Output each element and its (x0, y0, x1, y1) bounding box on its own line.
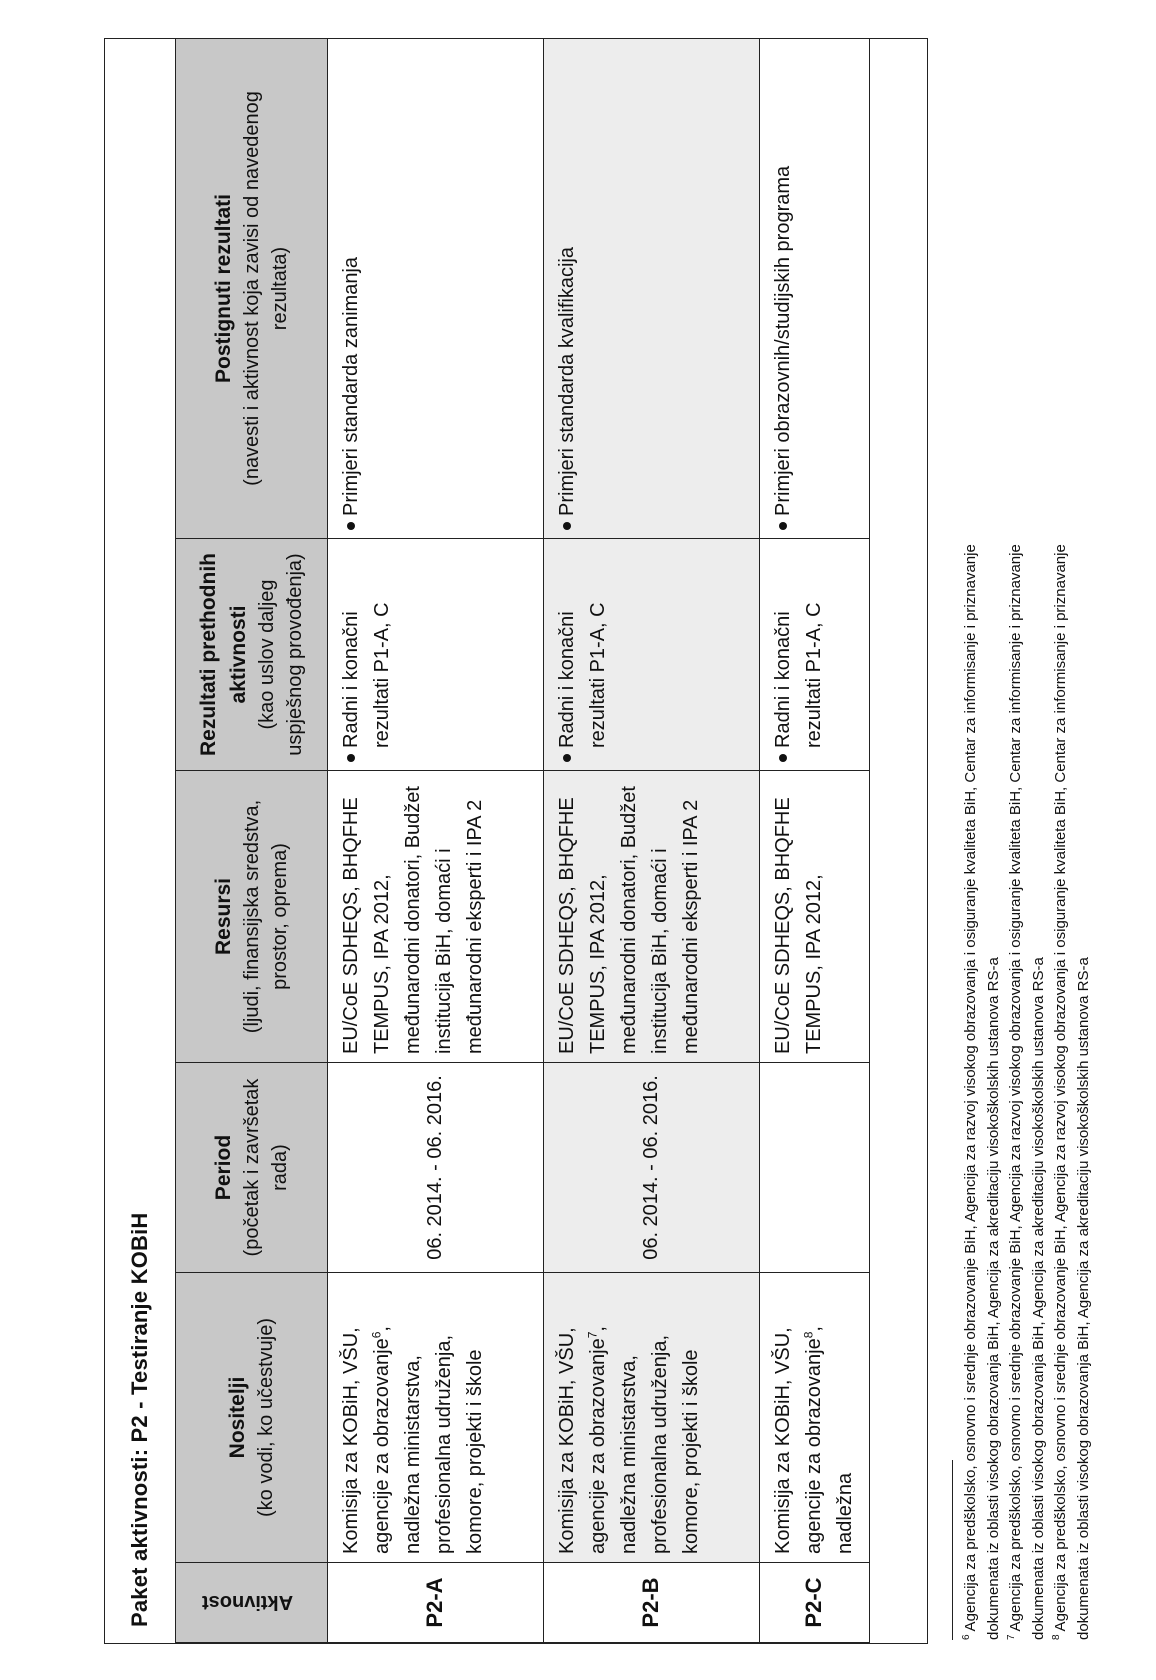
footnote-number: 6 (961, 1634, 972, 1640)
nositelji-text: Komisija za KOBiH, VŠU, agencije za obrazovanje (772, 1327, 825, 1554)
header-postignuti-title: Postignuti rezultati (211, 194, 235, 383)
period-cell: 06. 2014. - 06. 2016. (544, 1063, 760, 1273)
bullet-item (768, 547, 830, 762)
header-aktivnost (176, 1563, 328, 1643)
nositelji-cell (760, 1273, 870, 1563)
period-cell (760, 1063, 870, 1273)
activity-table (175, 38, 870, 1643)
package-title: Paket aktivnosti: P2 - Testiranje KOBiH (127, 1212, 152, 1627)
footnote-line: Agencija za predškolsko, osnovno i srednje obrazovanje BiH, Agencija za razvoj visokog obrazovanja i osiguranje kvaliteta BiH, Centar za informisanje i priznavanje (1007, 544, 1024, 1632)
bullet-item (552, 547, 614, 762)
bullet-dot (779, 522, 787, 530)
header-prethodni (176, 539, 328, 771)
nositelji-cell (328, 1273, 544, 1563)
header-period-title: Period (211, 1134, 235, 1201)
bullet-dot (779, 754, 787, 762)
resursi-cell: EU/CoE SDHEQS, BHQFHE TEMPUS, IPA 2012, (760, 771, 870, 1063)
bullet-item (552, 47, 583, 530)
header-prethodni-sub: (kao uslov daljeg uspješnog provođenja) (255, 553, 306, 756)
postignuti-cell (760, 39, 870, 539)
footnote-line: Agencija za predškolsko, osnovno i srednje obrazovanje BiH, Agencija za razvoj visokog obrazovanja i osiguranje kvaliteta BiH, Centar za informisanje i priznavanje (1052, 544, 1069, 1632)
footnote-separator (952, 1460, 953, 1640)
table-row (328, 39, 544, 1643)
activity-id: P2-C (760, 1563, 870, 1643)
nositelji-text-rest: , nadležna ministarstva, profesionalna udruženja, komore, projekti i škole (587, 1326, 702, 1554)
prethodni-text: Radni i konačni rezultati P1-A, C (556, 602, 609, 748)
header-postignuti-sub: (navesti i aktivnost koja zavisi od navedenog rezultata) (241, 91, 292, 486)
prethodni-text: Radni i konačni rezultati P1-A, C (340, 602, 393, 748)
nositelji-text: Komisija za KOBiH, VŠU, agencije za obrazovanje (556, 1327, 609, 1554)
postignuti-text: Primjeri obrazovnih/studijskih programa (772, 165, 794, 516)
resursi-cell: EU/CoE SDHEQS, BHQFHE TEMPUS, IPA 2012, međunarodni donatori, Budžet institucija BiH, domaći i međunarodni eksperti i IPA 2 (544, 771, 760, 1063)
nositelji-text-rest: , nadležna (803, 1326, 856, 1554)
bullet-item (336, 47, 367, 530)
prethodni-cell (544, 539, 760, 771)
postignuti-cell (544, 39, 760, 539)
footnotes (960, 40, 1095, 1640)
prethodni-cell (328, 539, 544, 771)
period-cell: 06. 2014. - 06. 2016. (328, 1063, 544, 1273)
footnote (1050, 40, 1095, 1640)
resursi-cell: EU/CoE SDHEQS, BHQFHE TEMPUS, IPA 2012, međunarodni donatori, Budžet institucija BiH, domaći i međunarodni eksperti i IPA 2 (328, 771, 544, 1063)
header-period-sub: (početak i završetak rada) (241, 1078, 292, 1257)
footnote-number: 7 (1006, 1634, 1017, 1640)
header-resursi (176, 771, 328, 1063)
footnote-line: dokumenata iz oblasti visokog obrazovanja BiH, Agencija za akreditaciju visokoškolskih ustanova RS-a (1029, 957, 1047, 1640)
table-row (760, 39, 870, 1643)
table-header-row (176, 39, 328, 1643)
footnote-ref: 7 (585, 1331, 600, 1339)
header-resursi-title: Resursi (211, 877, 235, 956)
activity-id: P2-A (328, 1563, 544, 1643)
header-aktivnost-label: Aktivnost (201, 1591, 294, 1614)
header-prethodni-title: Rezultati prethodnih aktivnosti (197, 553, 250, 756)
postignuti-text: Primjeri standarda zanimanja (340, 256, 362, 516)
work-package-frame (104, 38, 928, 1644)
bullet-item (336, 547, 398, 762)
nositelji-cell (544, 1273, 760, 1563)
header-postignuti (176, 39, 328, 539)
postignuti-text: Primjeri standarda kvalifikacija (556, 247, 578, 516)
bullet-dot (347, 754, 355, 762)
footnote-line: dokumenata iz oblasti visokog obrazovanja BiH, Agencija za akreditaciju visokoškolskih ustanova RS-a (1074, 957, 1092, 1640)
footnote-ref: 6 (369, 1331, 384, 1339)
footnote-line: dokumenata iz oblasti visokog obrazovanja BiH, Agencija za akreditaciju visokoškolskih ustanova RS-a (984, 957, 1002, 1640)
postignuti-cell (328, 39, 544, 539)
header-nositelji-title: Nositelji (225, 1376, 249, 1459)
footnote (1005, 40, 1050, 1640)
nositelji-text-rest: , nadležna ministarstva, profesionalna udruženja, komore, projekti i škole (371, 1326, 486, 1554)
bullet-dot (563, 754, 571, 762)
nositelji-text: Komisija za KOBiH, VŠU, agencije za obrazovanje (340, 1327, 393, 1554)
footnote-number: 8 (1051, 1634, 1062, 1640)
bullet-dot (563, 522, 571, 530)
header-nositelji (176, 1273, 328, 1563)
footnote-ref: 8 (801, 1331, 816, 1339)
header-nositelji-sub: (ko vodi, ko učestvuje) (255, 1318, 278, 1517)
table-row (544, 39, 760, 1643)
header-period (176, 1063, 328, 1273)
bullet-dot (347, 522, 355, 530)
footnote (960, 40, 1005, 1640)
prethodni-cell (760, 539, 870, 771)
footnote-line: Agencija za predškolsko, osnovno i srednje obrazovanje BiH, Agencija za razvoj visokog obrazovanja i osiguranje kvaliteta BiH, Centar za informisanje i priznavanje (962, 544, 979, 1632)
bullet-item (768, 47, 799, 530)
activity-id: P2-B (544, 1563, 760, 1643)
header-resursi-sub: (ljudi, finansijska sredstva, prostor, oprema) (241, 799, 292, 1034)
prethodni-text: Radni i konačni rezultati P1-A, C (772, 602, 825, 748)
